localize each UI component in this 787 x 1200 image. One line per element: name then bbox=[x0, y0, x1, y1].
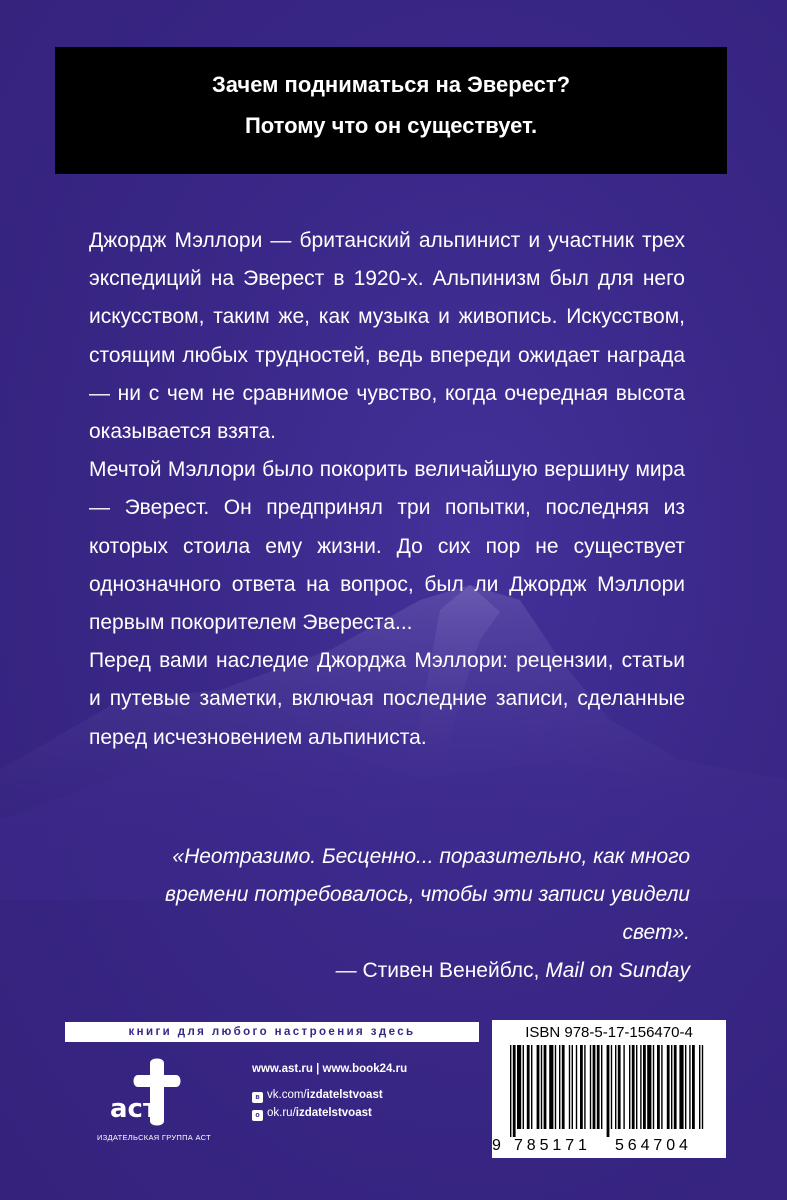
barcode-bar bbox=[699, 1045, 700, 1129]
barcode-bar bbox=[689, 1045, 690, 1129]
barcode-bar bbox=[615, 1045, 616, 1129]
barcode-block bbox=[492, 1020, 726, 1158]
barcode-bar bbox=[657, 1045, 660, 1129]
barcode-bar bbox=[572, 1045, 573, 1129]
barcode-bar bbox=[523, 1045, 524, 1129]
isbn-label: ISBN 978-5-17-156470-4 bbox=[525, 1024, 693, 1041]
publisher-websites[interactable]: www.ast.ru | www.book24.ru bbox=[252, 1063, 408, 1075]
vk-link[interactable] bbox=[252, 1089, 383, 1103]
barcode-bar bbox=[618, 1045, 621, 1129]
barcode-bar bbox=[559, 1045, 560, 1129]
headline-question: Зачем подниматься на Эверест? bbox=[211, 72, 571, 97]
barcode-bar bbox=[607, 1045, 610, 1137]
headline-band bbox=[55, 47, 727, 174]
ast-logo bbox=[108, 1055, 204, 1131]
ean-first-digit: 9 bbox=[492, 1137, 501, 1154]
headline-answer: Потому что он существует. bbox=[244, 113, 538, 138]
barcode-bar bbox=[702, 1045, 703, 1129]
barcode-bar bbox=[555, 1045, 556, 1129]
barcode-bar bbox=[692, 1045, 695, 1129]
barcode-bar bbox=[513, 1045, 516, 1137]
publisher-slogan: книги для любого настроения здесь bbox=[65, 1022, 479, 1042]
barcode-bar bbox=[517, 1045, 521, 1129]
barcode-bar bbox=[527, 1045, 530, 1129]
publisher-name: ИЗДАТЕЛЬСКАЯ ГРУППА АСТ bbox=[97, 1133, 211, 1142]
ean-group-right: 564704 bbox=[615, 1137, 692, 1154]
review-quote bbox=[100, 838, 690, 990]
ok-handle: izdatelstvoast bbox=[295, 1107, 372, 1119]
barcode-bar bbox=[562, 1045, 565, 1129]
annotation-text bbox=[89, 222, 685, 757]
annotation-paragraph: Джордж Мэллори — британский альпинист и участник трех экспедиций на Эверест в 1920-х. Альпинизм был для него искусством, таким же, как музыка и живопись. Искусством, стоящим любых трудностей, ведь впереди ожидает награда — ни с чем не сравнимое чувство, когда очередная высота оказывается взята. bbox=[89, 229, 685, 444]
quote-text: «Неотразимо. Бесценно... поразительно, как много времени потребовалось, чтобы эти записи увидели свет». bbox=[165, 845, 690, 944]
barcode-bar bbox=[541, 1045, 542, 1129]
ean-group-left: 785171 bbox=[514, 1137, 591, 1154]
barcode-bar bbox=[601, 1045, 602, 1129]
barcode-bar bbox=[632, 1045, 635, 1129]
svg-text:аст: аст bbox=[110, 1094, 159, 1124]
annotation-paragraph: Мечтой Мэллори было покорить величайшую вершину мира — Эверест. Он предпринял три попытки, последняя из которых стоила ему жизни. До сих пор не существует однозначного ответа на вопрос, был ли Джордж Мэллори первым покорителем Эвереста... bbox=[89, 458, 685, 635]
barcode-bar bbox=[593, 1045, 596, 1129]
barcode-bar bbox=[640, 1045, 641, 1129]
barcode-bar bbox=[537, 1045, 540, 1129]
barcode-bar bbox=[544, 1045, 547, 1129]
ok-icon: о bbox=[252, 1110, 263, 1121]
barcode-bar bbox=[674, 1045, 677, 1129]
barcode-bar bbox=[661, 1045, 662, 1129]
barcode-image bbox=[500, 1045, 718, 1137]
barcode-bar bbox=[636, 1045, 637, 1129]
barcode-bar bbox=[590, 1045, 591, 1129]
quote-attribution bbox=[100, 952, 690, 990]
vk-icon: в bbox=[252, 1092, 263, 1103]
barcode-bar bbox=[667, 1045, 670, 1129]
barcode-bar bbox=[671, 1045, 672, 1129]
barcode-bar bbox=[531, 1045, 532, 1129]
barcode-bar bbox=[685, 1045, 686, 1129]
barcode-bar bbox=[643, 1045, 646, 1129]
barcode-bar bbox=[576, 1045, 577, 1129]
barcode-bar bbox=[679, 1045, 683, 1129]
barcode-bar bbox=[569, 1045, 570, 1129]
vk-handle: izdatelstvoast bbox=[306, 1089, 383, 1101]
barcode-bar bbox=[629, 1045, 630, 1129]
annotation-paragraph: Перед вами наследие Джорджа Мэллори: рецензии, статьи и путевые заметки, включая последние записи, сделанные перед исчезновением альпиниста. bbox=[89, 649, 685, 749]
barcode-bar bbox=[647, 1045, 651, 1129]
barcode-bar bbox=[623, 1045, 624, 1129]
barcode-bar bbox=[611, 1045, 612, 1129]
ok-prefix: ok.ru/ bbox=[267, 1107, 296, 1119]
vk-prefix: vk.com/ bbox=[267, 1089, 307, 1101]
ok-link[interactable] bbox=[252, 1107, 372, 1121]
barcode-bar bbox=[597, 1045, 600, 1129]
barcode-bar bbox=[510, 1045, 511, 1137]
quote-author: — Стивен Венейблс, bbox=[335, 959, 540, 982]
barcode-bar bbox=[549, 1045, 553, 1129]
barcode-bar bbox=[580, 1045, 583, 1129]
barcode-bar bbox=[653, 1045, 654, 1129]
barcode-bar bbox=[584, 1045, 585, 1129]
quote-publication: Mail on Sunday bbox=[545, 959, 690, 982]
